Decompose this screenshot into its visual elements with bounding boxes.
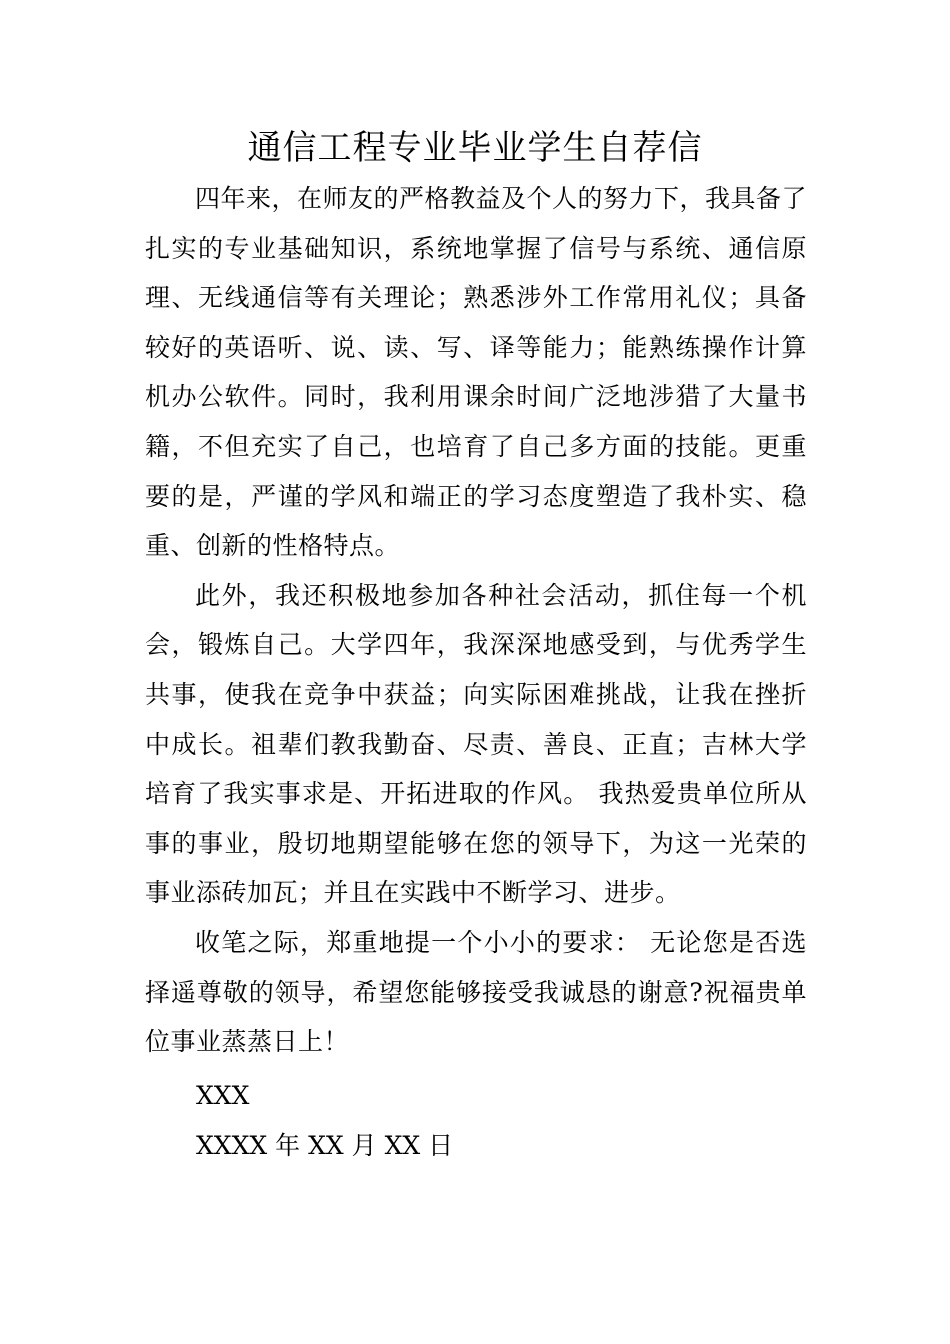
document-title: 通信工程专业毕业学生自荐信 bbox=[247, 128, 703, 168]
paragraph-1: 四年来，在师友的严格教益及个人的努力下，我具备了扎实的专业基础知识，系统地掌握了信号与系统、通信原理、无线通信等有关理论；熟悉涉外工作常用礼仪；具备较好的英语听、说、读、写、译等能力；能熟练操作计算机办公软件。同时，我利用课余时间广泛地涉猎了大量书籍，不但充实了自己，也培育了自己多方面的技能。更重要的是，严谨的学风和端正的学习态度塑造了我朴实、稳重、创新的性格特点。 bbox=[145, 184, 808, 561]
paragraph-3: 收笔之际，郑重地提一个小小的要求： 无论您是否选择遥尊敬的领导，希望您能够接受我诚恳的谢意?祝福贵单位事业蒸蒸日上！ bbox=[145, 927, 807, 1057]
letter-body bbox=[145, 174, 807, 1067]
signature-date: XXXX 年 XX 月 XX 日 bbox=[196, 1131, 454, 1160]
signature-name: XXX bbox=[196, 1081, 250, 1110]
paragraph-2: 此外，我还积极地参加各种社会活动，抓住每一个机会，锻炼自己。大学四年，我深深地感受到，与优秀学生共事，使我在竞争中获益；向实际困难挑战，让我在挫折中成长。祖辈们教我勤奋、尽责、善良、正直；吉林大学培育了我实事求是、开拓进取的作风。 我热爱贵单位所从事的事业，殷切地期望能够在您的领导下，为这一光荣的事业添砖加瓦；并且在实践中不断学习、进步。 bbox=[145, 580, 807, 908]
